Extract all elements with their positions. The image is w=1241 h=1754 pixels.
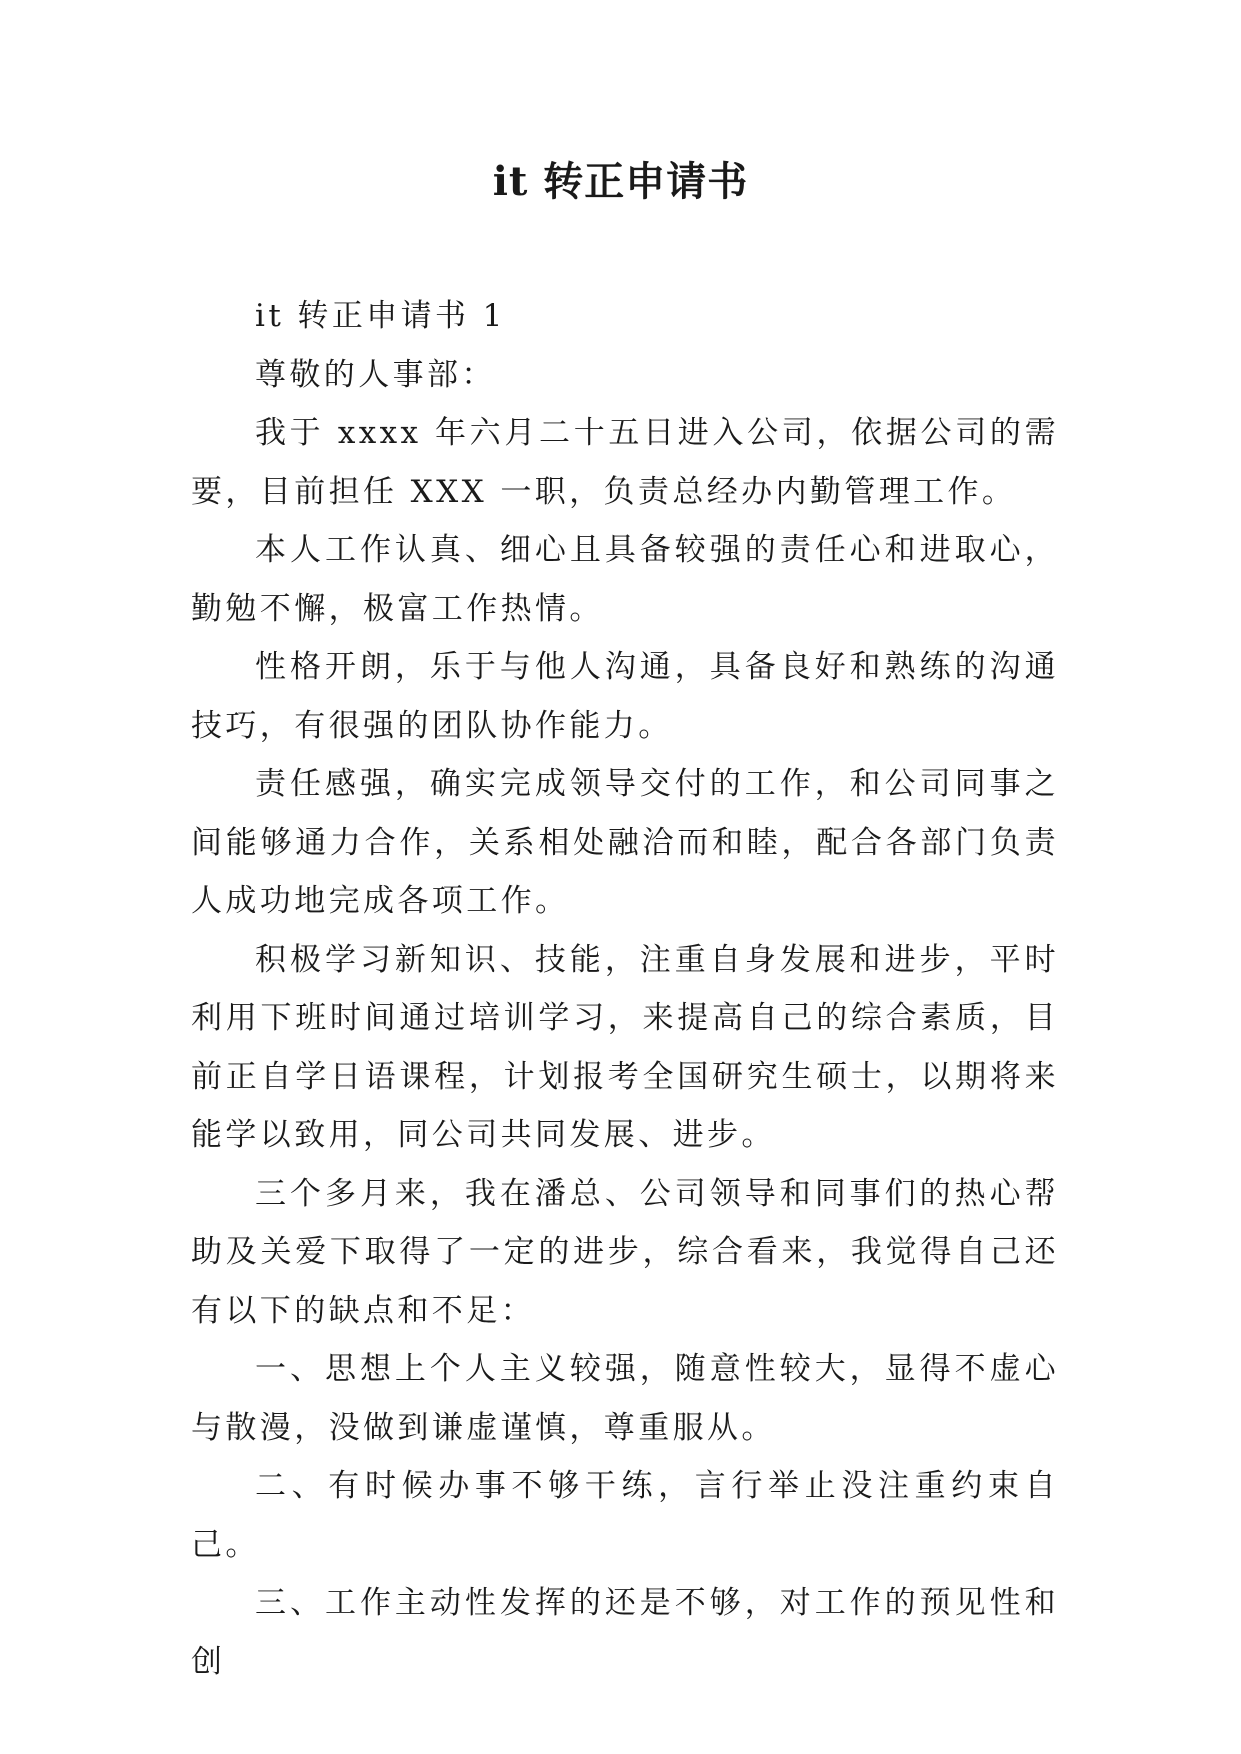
paragraph: 三、工作主动性发挥的还是不够，对工作的预见性和创 xyxy=(191,1585,1059,1680)
paragraph-heading: it 转正申请书 1 xyxy=(255,298,506,334)
paragraph: 一、思想上个人主义较强，随意性较大，显得不虚心与散漫，没做到谦虚谨慎，尊重服从。 xyxy=(191,1351,1059,1446)
paragraph: 责任感强，确实完成领导交付的工作，和公司同事之间能够通力合作，关系相处融洽而和睦，配合各部门负责人成功地完成各项工作。 xyxy=(191,766,1059,919)
paragraph: 性格开朗，乐于与他人沟通，具备良好和熟练的沟通技巧，有很强的团队协作能力。 xyxy=(191,649,1059,744)
paragraph-salutation: 尊敬的人事部： xyxy=(255,356,496,393)
document-title: it 转正申请书 xyxy=(492,158,749,205)
paragraph: 本人工作认真、细心且具备较强的责任心和进取心，勤勉不懈，极富工作热情。 xyxy=(191,532,1059,627)
paragraph: 积极学习新知识、技能，注重自身发展和进步，平时利用下班时间通过培训学习，来提高自己的综合素质，目前正自学日语课程，计划报考全国研究生硕士，以期将来能学以致用，同公司共同发展、进步。 xyxy=(191,941,1059,1153)
paragraph: 二、有时候办事不够干练，言行举止没注重约束自己。 xyxy=(191,1468,1059,1563)
document-body xyxy=(191,287,1059,1691)
paragraph: 我于 xxxx 年六月二十五日进入公司，依据公司的需要，目前担任 XXX 一职，负责总经办内勤管理工作。 xyxy=(191,415,1059,510)
paragraph: 三个多月来，我在潘总、公司领导和同事们的热心帮助及关爱下取得了一定的进步，综合看来，我觉得自己还有以下的缺点和不足： xyxy=(191,1175,1059,1329)
